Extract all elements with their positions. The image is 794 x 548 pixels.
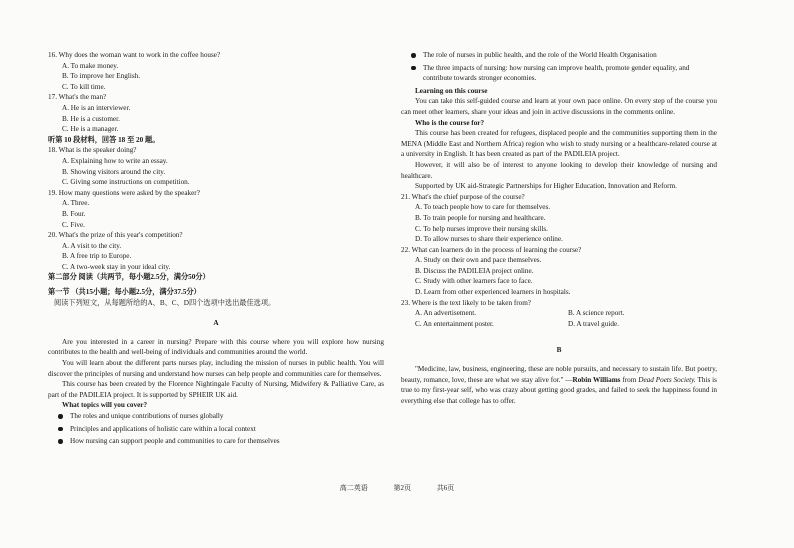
topics-list <box>48 411 384 447</box>
question-17-option-b: B. He is a customer. <box>62 114 120 123</box>
bullet-dot-icon <box>58 414 63 419</box>
passage-a-label: A <box>213 319 219 328</box>
question-16-stem: 16. Why does the woman want to work in the coffee house? <box>48 51 221 59</box>
question-23-option-c: C. An entertainment poster. <box>415 319 494 328</box>
topic-text: Principles and applications of holistic care within a local context <box>70 424 256 433</box>
bullet-dot-icon <box>58 439 63 444</box>
passage-a-paragraph-2: You will learn about the different parts nurses play, including the mission of nurses in public health. You will discover the principles of nursing and understand how nurses can help people and communities care for themselves. <box>48 359 384 378</box>
topic-item <box>58 424 384 435</box>
learning-text: You can take this self-guided course and learn at your own pace online. On every step of the course you can meet other learners, share your ideas and join in active discussions in the comments online. <box>401 97 717 116</box>
question-16-option-b: B. To improve her English. <box>62 72 141 81</box>
part-2-title: 第二部分 阅读（共两节，每小题2.5分，满分50分） <box>48 273 210 282</box>
topic-text: The three impacts of nursing: how nursing can improve health, promote gender equality, and contribute towards stronger economies. <box>423 63 690 83</box>
question-19-option-b: B. Four. <box>62 209 86 218</box>
passage-b-label: B <box>556 346 562 355</box>
topic-text: How nursing can support people and communities to care for themselves <box>70 437 280 446</box>
topic-item <box>411 50 717 61</box>
passage-a-paragraph-1: Are you interested in a career in nursing? Prepare with this course where you will explore how nursing contributes to the health and well-being of individuals and communities around the world. <box>48 337 384 357</box>
question-21-option-c: C. To help nurses improve their nursing skills. <box>415 224 548 233</box>
listening-instruction-18-20: 听第 10 段材料，回答 18 至 20 题。 <box>48 135 160 144</box>
question-19-option-c: C. Five. <box>62 220 85 229</box>
topic-item <box>58 411 384 422</box>
bullet-dot-icon <box>58 427 63 432</box>
learning-heading: Learning on this course <box>415 86 488 95</box>
right-column <box>401 50 717 406</box>
footer-page-number: 第2页 <box>393 484 411 492</box>
question-22-option-c: C. Study with other learners face to face. <box>415 277 533 286</box>
passage-b-from: from <box>620 375 639 384</box>
topic-text: The role of nurses in public health, and the role of the World Health Organisation <box>423 51 657 59</box>
footer-total-pages: 共6页 <box>436 484 455 492</box>
topic-item <box>58 436 384 447</box>
question-21-option-d: D. To allow nurses to share their experience online. <box>415 235 563 244</box>
question-21-stem: 21. What's the chief purpose of the course? <box>401 192 525 201</box>
passage-b-paragraph-1 <box>401 364 717 406</box>
question-19-option-a: A. Three. <box>62 199 90 208</box>
question-22-stem: 22. What can learners do in the process of learning the course? <box>401 245 582 254</box>
question-23-stem: 23. Where is the text likely to be taken from? <box>401 298 531 307</box>
footer-subject: 高二英语 <box>339 484 368 492</box>
question-22-option-d: D. Learn from other experienced learners in hospitals. <box>415 288 571 297</box>
passage-b-continuation: This is true to my first-year self, who was crazy about getting good grades, and failed to seek the happiness found in everything else that college has to offer. <box>401 375 717 405</box>
passage-b-quote: "Medicine, law, business, engineering, these are noble pursuits, and necessary to sustain life. But poetry, beauty, romance, love, these are what we stay alive for." — <box>401 365 717 384</box>
question-23-option-a: A. An advertisement. <box>415 309 477 318</box>
question-19-stem: 19. How many questions were asked by the speaker? <box>48 188 200 197</box>
passage-a-paragraph-3: This course has been created by the Florence Nightingale Faculty of Nursing, Midwifery & Palliative Care, as part of the PADILEIA project. It is supported by SPHEIR UK aid. <box>48 380 384 399</box>
who-text-3: Supported by UK aid-Strategic Partnerships for Higher Education, Innovation and Reform. <box>415 182 677 191</box>
section-1-title: 第一节 （共15小题；每小题2.5分，满分37.5分） <box>48 288 201 297</box>
passage-b-work: Dead Poets Society. <box>638 375 696 384</box>
question-22-option-b: B. Discuss the PADILEIA project online. <box>415 266 534 275</box>
topic-text: The roles and unique contributions of nurses globally <box>70 412 224 420</box>
topic-item <box>411 63 717 84</box>
question-21-option-a: A. To teach people how to care for themselves. <box>415 203 551 212</box>
bullet-dot-icon <box>411 53 416 58</box>
question-20-option-c: C. A two-week stay in your ideal city. <box>62 262 171 271</box>
question-23-options <box>415 308 717 329</box>
question-17-stem: 17. What's the man? <box>48 93 107 102</box>
question-18-option-c: C. Giving some instructions on competition. <box>62 178 190 187</box>
passage-b-author: Robin Williams <box>572 375 621 384</box>
question-21-option-b: B. To train people for nursing and healthcare. <box>415 213 546 222</box>
section-1-direction: 阅读下列短文，从每题所给的A、B、C、D四个选项中选出最佳选项。 <box>54 298 276 307</box>
bullet-dot-icon <box>411 66 416 71</box>
who-heading: Who is the course for? <box>415 118 485 127</box>
question-18-stem: 18. What is the speaker doing? <box>48 146 137 155</box>
question-20-option-a: A. A visit to the city. <box>62 241 122 250</box>
question-20-stem: 20. What's the prize of this year's competition? <box>48 231 183 240</box>
question-17-option-c: C. He is a manager. <box>62 125 119 134</box>
question-16-option-c: C. To kill time. <box>62 82 106 91</box>
question-22-option-a: A. Study on their own and pace themselves. <box>415 256 542 265</box>
question-20-option-b: B. A free trip to Europe. <box>62 252 132 261</box>
who-text-1: This course has been created for refugees, displaced people and the communities supporting them in the MENA (Middle East and Northern Africa) region who wish to study nursing or a healthcare-related course at a university in English. It has been created as part of the PADILEIA project. <box>401 129 717 159</box>
question-17-option-a: A. He is an interviewer. <box>62 103 131 112</box>
topics-heading: What topics will you cover? <box>62 401 148 410</box>
question-23-option-b: B. A science report. <box>568 309 625 318</box>
question-18-option-a: A. Explaining how to write an essay. <box>62 156 168 165</box>
left-column <box>48 50 384 449</box>
question-18-option-b: B. Showing visitors around the city. <box>62 167 166 176</box>
question-16-option-a: A. To make money. <box>62 61 119 70</box>
page-footer <box>0 483 794 493</box>
topics-list-continued <box>401 50 717 84</box>
question-23-option-d: D. A travel guide. <box>568 319 619 328</box>
who-text-2: However, it will also be of interest to anyone looking to develop their knowledge of nursing and healthcare. <box>401 160 717 180</box>
